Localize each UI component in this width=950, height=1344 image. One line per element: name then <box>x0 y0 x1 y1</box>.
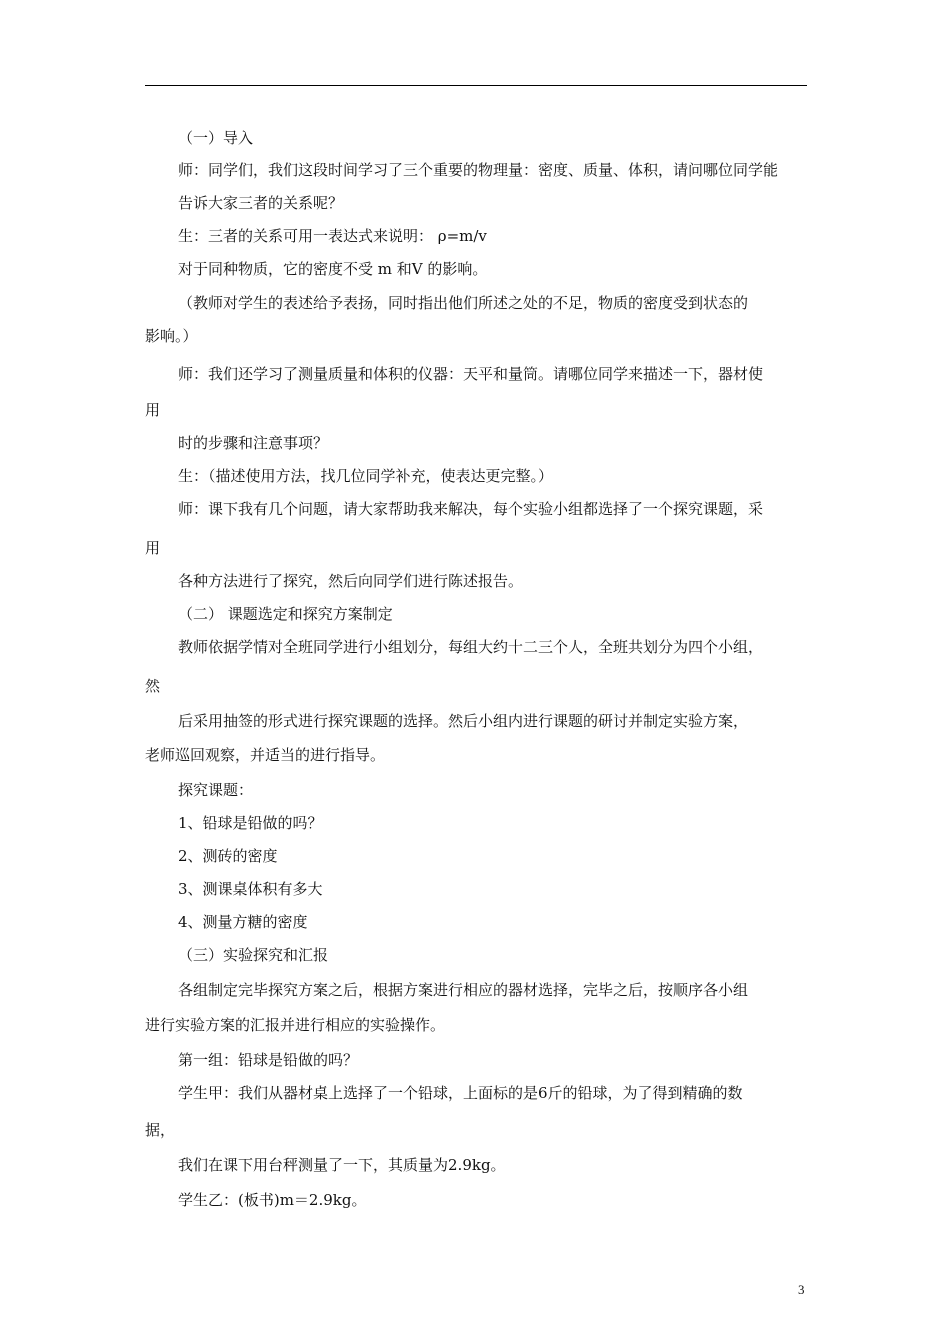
text-line: 老师巡回观察，并适当的进行指导。 <box>145 746 386 764</box>
text-line: 用 <box>145 401 161 419</box>
text-line: 据， <box>145 1121 176 1139</box>
text-line: 2、测砖的密度 <box>178 847 278 865</box>
text-line: 1、铅球是铅做的吗？ <box>178 814 323 832</box>
text-line: 进行实验方案的汇报并进行相应的实验操作。 <box>145 1016 446 1034</box>
text-line: 3、测课桌体积有多大 <box>178 880 323 898</box>
text-line: （教师对学生的表述给予表扬，同时指出他们所述之处的不足，物质的密度受到状态的 <box>178 294 749 312</box>
text-line: 第一组：铅球是铅做的吗？ <box>178 1051 359 1069</box>
text-line: 学生甲：我们从器材桌上选择了一个铅球，上面标的是6斤的铅球，为了得到精确的数 <box>178 1084 743 1102</box>
text-line: 各种方法进行了探究，然后向同学们进行陈述报告。 <box>178 572 524 590</box>
text-line: 学生乙：(板书)m＝2.9kg。 <box>178 1191 367 1209</box>
text-line: 然 <box>145 677 161 695</box>
page-number: 3 <box>798 1282 805 1297</box>
text-line: （二） 课题选定和探究方案制定 <box>178 605 393 623</box>
text-line: （一）导入 <box>178 129 254 147</box>
text-line: 4、测量方糖的密度 <box>178 913 308 931</box>
text-line: 影响。） <box>145 327 198 345</box>
text-line: 后采用抽签的形式进行探究课题的选择。然后小组内进行课题的研讨并制定实验方案， <box>178 712 749 730</box>
text-line: 师：同学们，我们这段时间学习了三个重要的物理量：密度、质量、体积，请问哪位同学能 <box>178 161 779 179</box>
text-line: 用 <box>145 539 161 557</box>
text-line: 我们在课下用台秤测量了一下，其质量为2.9kg。 <box>178 1156 506 1174</box>
text-line: （三）实验探究和汇报 <box>178 946 329 964</box>
text-line: 师：课下我有几个问题，请大家帮助我来解决，每个实验小组都选择了一个探究课题，采 <box>178 500 764 518</box>
text-line: 生：三者的关系可用一表达式来说明： ρ=m/v <box>178 227 487 245</box>
text-line: 教师依据学情对全班同学进行小组划分，每组大约十二三个人，全班共划分为四个小组， <box>178 638 764 656</box>
text-line: 师：我们还学习了测量质量和体积的仪器：天平和量筒。请哪位同学来描述一下，器材使 <box>178 365 764 383</box>
text-line: 对于同种物质，它的密度不受 m 和V 的影响。 <box>178 260 488 278</box>
text-line: 时的步骤和注意事项？ <box>178 434 329 452</box>
text-line: 生：（描述使用方法，找几位同学补充，使表达更完整。） <box>178 467 554 485</box>
header-rule <box>145 85 807 86</box>
text-line: 各组制定完毕探究方案之后，根据方案进行相应的器材选择，完毕之后，按顺序各小组 <box>178 981 749 999</box>
text-line: 告诉大家三者的关系呢？ <box>178 194 344 212</box>
text-line: 探究课题： <box>178 781 254 799</box>
